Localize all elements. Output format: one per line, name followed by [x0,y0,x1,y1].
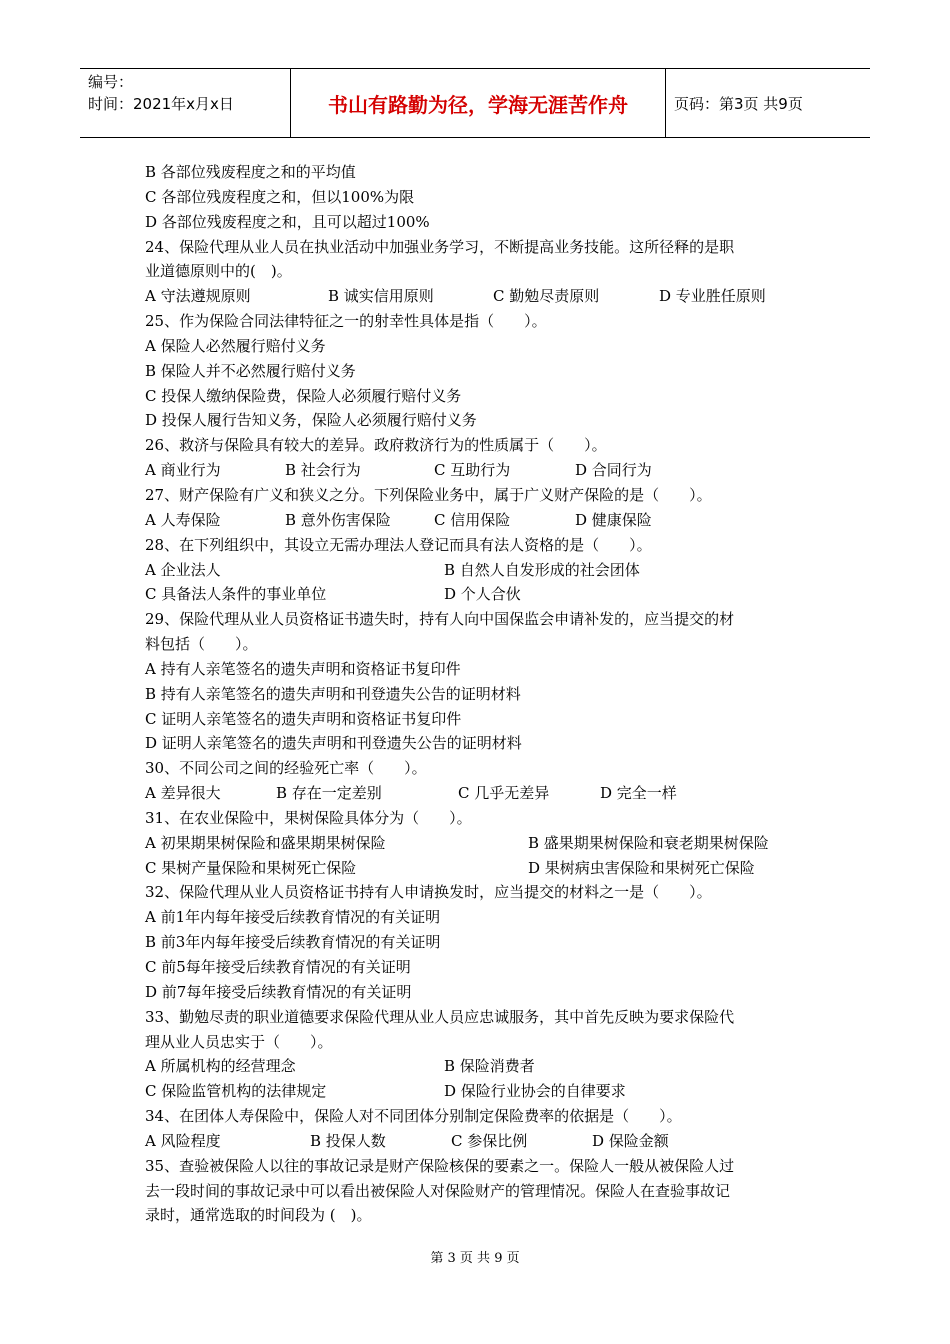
option-d: D 个人合伙 [444,585,521,604]
question-24-stem: 24、保险代理从业人员在执业活动中加强业务学习，不断提高业务技能。这所径释的是职 [145,237,735,256]
option-b: B 前3年内每年接受后续教育情况的有关证明 [145,933,441,952]
option-c: C 几乎无差异 [458,784,550,803]
question-29-stem: 29、保险代理从业人员资格证书遗失时，持有人向中国保监会申请补发的，应当提交的材 [145,610,735,629]
option-c: C 勤勉尽责原则 [493,287,600,306]
question-33-options-row2 [145,1079,810,1104]
option-c: C 投保人缴纳保险费，保险人必须履行赔付义务 [145,386,462,405]
option-line: C 各部位残废程度之和，但以100%为限 [145,187,415,206]
time-label: 时间：2021年x月x日 [88,95,234,113]
option-c: C 果树产量保险和果树死亡保险 [145,858,357,877]
question-33-options-row1 [145,1054,810,1079]
option-b: B 投保人数 [310,1131,386,1150]
question-26-stem: 26、救济与保险具有较大的差异。政府救济行为的性质属于（ ）。 [145,436,607,455]
option-b: B 保险消费者 [444,1057,535,1076]
option-b: B 存在一定差别 [276,784,382,803]
question-28-stem: 28、在下列组织中，其设立无需办理法人登记而具有法人资格的是（ ）。 [145,535,652,554]
option-d: D 合同行为 [575,461,652,480]
question-33-stem-cont: 理从业人员忠实于（ ）。 [145,1032,333,1051]
question-30-stem: 30、不同公司之间的经验死亡率（ ）。 [145,759,427,778]
question-30-options [145,781,810,806]
question-31-options-row1 [145,831,810,856]
option-line: D 各部位残废程度之和，且可以超过100% [145,212,430,231]
option-c: C 互助行为 [434,461,511,480]
option-b: B 意外伤害保险 [285,510,391,529]
option-a: A 保险人必然履行赔付义务 [145,336,326,355]
option-c: C 证明人亲笔签名的遗失声明和资格证书复印件 [145,709,462,728]
question-27-options [145,508,810,533]
option-a: A 前1年内每年接受后续教育情况的有关证明 [145,908,441,927]
option-d: D 保险金额 [592,1131,669,1150]
question-33-stem: 33、勤勉尽责的职业道德要求保险代理从业人员应忠诚服务，其中首先反映为要求保险代 [145,1007,735,1026]
option-d: D 果树病虫害保险和果树死亡保险 [528,858,755,877]
option-b: B 社会行为 [285,461,361,480]
option-a: A 守法遵规原则 [145,287,251,306]
question-26-options [145,458,810,483]
option-a: A 人寿保险 [145,510,221,529]
question-29-stem-cont: 料包括（ ）。 [145,635,258,654]
option-a: A 商业行为 [145,461,221,480]
question-34-options [145,1129,810,1154]
option-a: A 风险程度 [145,1131,221,1150]
header-meta [80,69,291,137]
question-27-stem: 27、财产保险有广义和狭义之分。下列保险业务中，属于广义财产保险的是（ ）。 [145,485,712,504]
option-c: C 保险监管机构的法律规定 [145,1082,327,1101]
option-a: A 所属机构的经营理念 [145,1057,296,1076]
option-c: C 参保比例 [451,1131,528,1150]
option-d: D 完全一样 [600,784,677,803]
question-28-options-row1 [145,558,810,583]
option-b: B 自然人自发形成的社会团体 [444,560,640,579]
option-c: C 前5每年接受后续教育情况的有关证明 [145,958,411,976]
option-d: D 前7每年接受后续教育情况的有关证明 [145,982,412,1001]
document-body [145,160,810,1228]
question-28-options-row2 [145,582,810,607]
option-a: A 差异很大 [145,784,221,803]
option-b: B 持有人亲笔签名的遗失声明和刊登遗失公告的证明材料 [145,684,521,703]
question-35-stem-cont: 录时，通常选取的时间段为 ( )。 [145,1206,372,1225]
option-d: D 保险行业协会的自律要求 [444,1082,626,1101]
option-d: D 专业胜任原则 [659,287,766,306]
option-d: D 证明人亲笔签名的遗失声明和刊登遗失公告的证明材料 [145,734,522,753]
header-page-label: 页码：第3页 共9页 [674,94,803,113]
option-c: C 具备法人条件的事业单位 [145,585,327,604]
option-a: A 初果期果树保险和盛果期果树保险 [145,833,386,852]
option-d: D 投保人履行告知义务，保险人必须履行赔付义务 [145,411,477,430]
question-31-options-row2 [145,856,810,881]
option-b: B 保险人并不必然履行赔付义务 [145,361,356,380]
number-label: 编号： [88,73,134,91]
question-35-stem-cont: 去一段时间的事故记录中可以看出被保险人对保险财产的管理情况。保险人在查验事故记 [145,1181,731,1200]
question-25-stem: 25、作为保险合同法律特征之一的射幸性具体是指（ ）。 [145,312,547,331]
page-footer: 第 3 页 共 9 页 [430,1251,520,1266]
option-a: A 持有人亲笔签名的遗失声明和资格证书复印件 [145,659,461,678]
question-24-stem-cont: 业道德原则中的( )。 [145,262,292,281]
option-d: D 健康保险 [575,510,652,529]
question-31-stem: 31、在农业保险中，果树保险具体分为（ ）。 [145,808,472,827]
question-34-stem: 34、在团体人寿保险中，保险人对不同团体分别制定保险费率的依据是（ ）。 [145,1107,682,1126]
option-c: C 信用保险 [434,510,511,529]
page-header [80,68,870,138]
option-a: A 企业法人 [145,560,221,579]
question-32-stem: 32、保险代理从业人员资格证书持有人申请换发时，应当提交的材料之一是（ ）。 [145,883,712,902]
header-motto: 书山有路勤为径，学海无涯苦作舟 [291,69,666,137]
option-b: B 盛果期果树保险和衰老期果树保险 [528,833,769,852]
option-line: B 各部位残废程度之和的平均值 [145,163,356,181]
question-24-options [145,284,810,309]
option-b: B 诚实信用原则 [328,287,434,306]
question-35-stem: 35、查验被保险人以往的事故记录是财产保险核保的要素之一。保险人一般从被保险人过 [145,1156,735,1175]
